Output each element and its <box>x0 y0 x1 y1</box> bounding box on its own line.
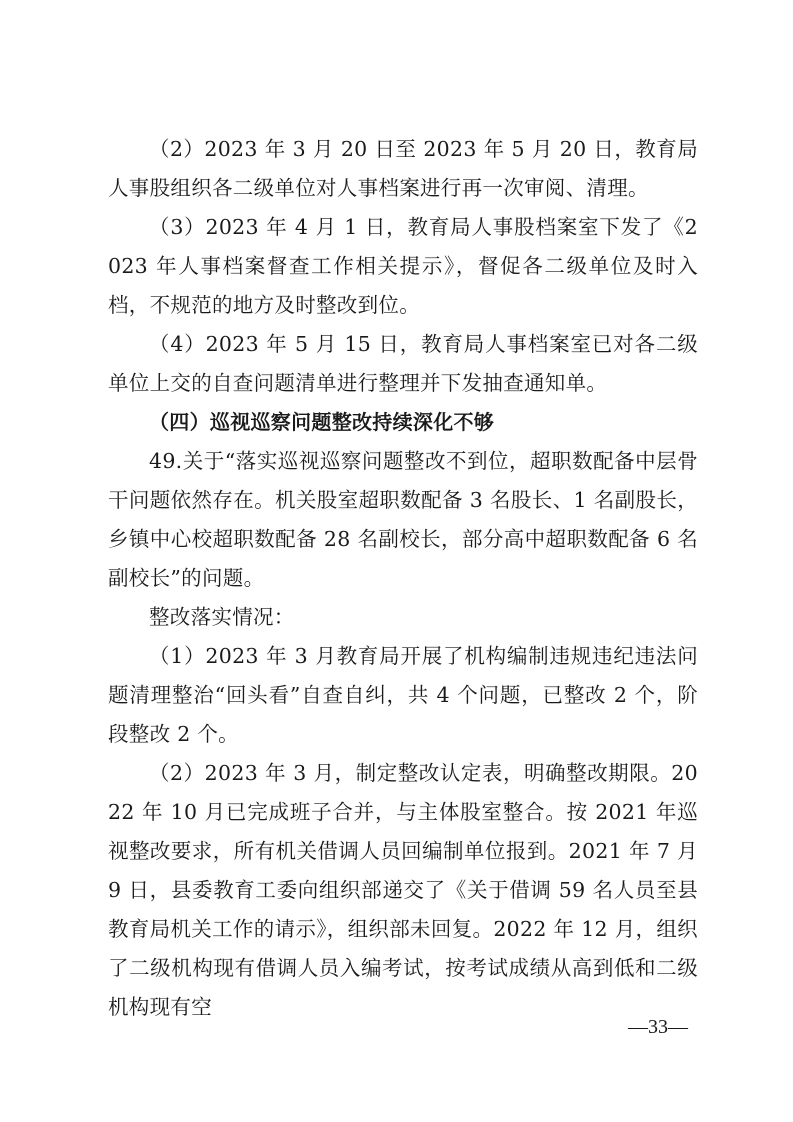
page-number: —33— <box>628 1016 688 1038</box>
paragraph-item-3: （3）2023 年 4 月 1 日，教育局人事股档案室下发了《2023 年人事档案督查工作相关提示》，督促各二级单位及时入档，不规范的地方及时整改到位。 <box>108 215 698 317</box>
document-body <box>108 130 698 1027</box>
section-heading: （四）巡视巡察问题整改持续深化不够 <box>149 410 495 434</box>
paragraph-rectification-1: （1）2023 年 3 月教育局开展了机构编制违规违纪违法问题清理整治“回头看”自查自纠，共 4 个问题，已整改 2 个，阶段整改 2 个。 <box>108 644 698 746</box>
paragraph-rectification-2: （2）2023 年 3 月，制定整改认定表，明确整改期限。2022 年 10 月已完成班子合并，与主体股室整合。按 2021 年巡视整改要求，所有机关借调人员回编制单位报到。2021 年 7 月 9 日，县委教育工委向组织部递交了《关于借调 59 名人员至县教育局机关工作的请示》，组织部未回复。2022 年 12 月，组织了二级机构现有借调人员入编考试，按考试成绩从高到低和二级机构现有空 <box>108 761 698 1019</box>
paragraph-item-4: （4）2023 年 5 月 15 日，教育局人事档案室已对各二级单位上交的自查问题清单进行整理并下发抽查通知单。 <box>108 332 698 395</box>
paragraph-issue-49: 49.关于“落实巡视巡察问题整改不到位，超职数配备中层骨干问题依然存在。机关股室超职数配备 3 名股长、1 名副股长，乡镇中心校超职数配备 28 名副校长，部分高中超职数配备 6 名副校长”的问题。 <box>108 449 698 590</box>
paragraph-rectification-label: 整改落实情况： <box>149 605 295 629</box>
paragraph-item-2: （2）2023 年 3 月 20 日至 2023 年 5 月 20 日，教育局人事股组织各二级单位对人事档案进行再一次审阅、清理。 <box>108 137 698 200</box>
